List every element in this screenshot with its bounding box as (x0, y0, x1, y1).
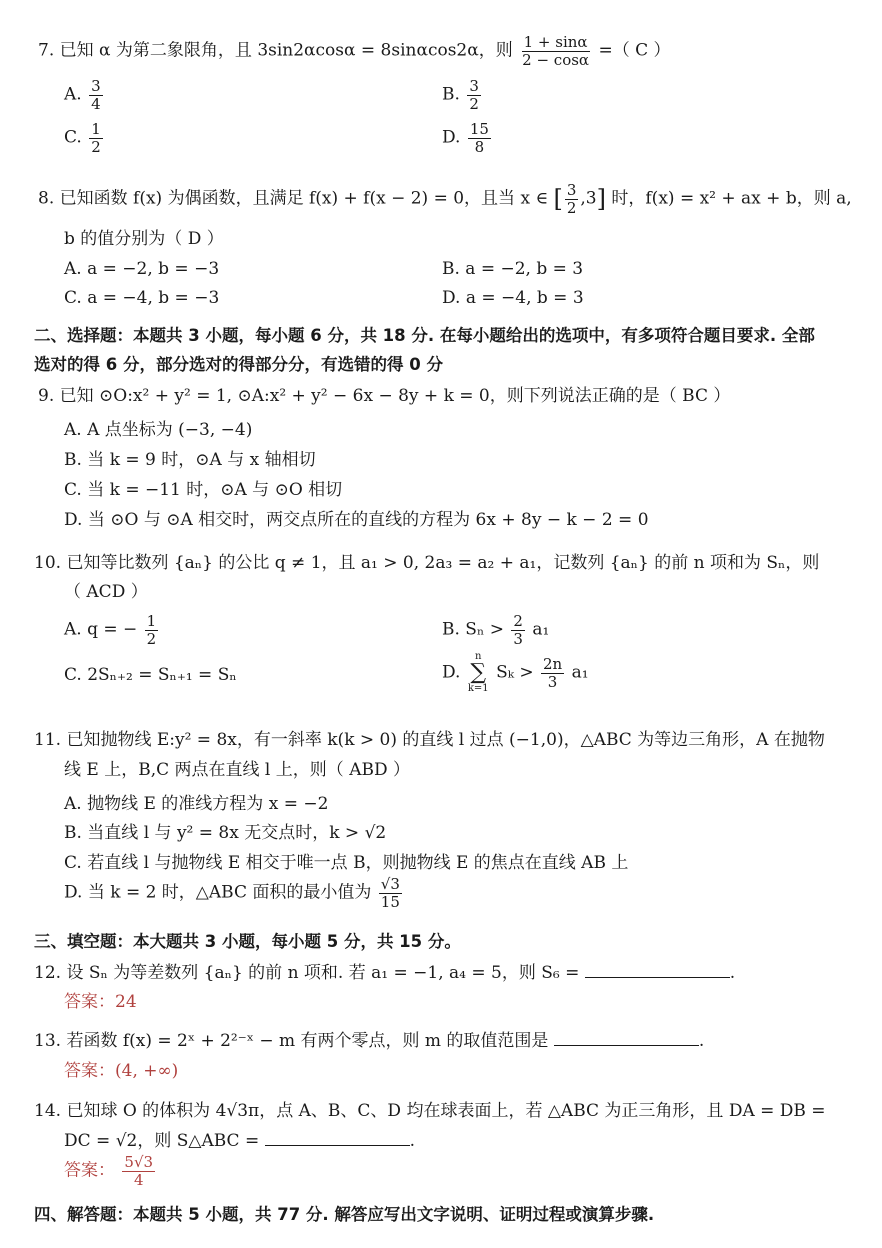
q11-answer: ABD (349, 760, 388, 780)
q14-line2: DC = √2，则 S△ABC = . (64, 1131, 416, 1151)
q11-line1: 11. 已知抛物线 E:y² = 8x，有一斜率 k(k > 0) 的直线 l 过点 (−1,0)，△ABC 为等边三角形，A 在抛物 (34, 730, 825, 750)
section2-heading-line1: 二、选择题：本题共 3 小题，每小题 6 分，共 18 分. 在每小题给出的选项中，有多项符合题目要求. 全部 (34, 326, 815, 345)
q7-option-a: A. $\frac{3}{4}$ (64, 77, 101, 113)
q7-option-c: C. $\frac{1}{2}$ (64, 120, 101, 156)
q8-option-c: C. a = −4, b = −3 (64, 288, 220, 308)
q10-line2: （ ACD ） (64, 582, 148, 602)
q9-option-d: D. 当 ⊙O 与 ⊙A 相交时，两交点所在的直线的方程为 6x + 8y − k − 2 = 0 (64, 510, 649, 530)
q11-option-c: C. 若直线 l 与抛物线 E 相交于唯一点 B，则抛物线 E 的焦点在直线 AB 上 (64, 853, 629, 873)
q8-answer: D (187, 229, 202, 249)
q7-option-d: D. $\frac{15}{8}$ (442, 120, 489, 156)
q11-option-d: D. 当 k = 2 时，△ABC 面积的最小值为 $\frac{√3}{15}$ (64, 875, 400, 911)
q9-option-b: B. 当 k = 9 时，⊙A 与 x 轴相切 (64, 450, 316, 470)
q14-blank (265, 1129, 410, 1146)
q7-stem: 7. 已知 α 为第二象限角，且 3sin2αcosα = 8sinαcos2α，则 $\frac{1 + \sin\alpha}{2 - \cos\alpha}$ =（ C ） (38, 33, 671, 69)
section2-heading-line2: 选对的得 6 分，部分选对的得部分分，有选错的得 0 分 (34, 355, 443, 374)
q11-line2: 线 E 上，B,C 两点在直线 l 上，则（ ABD ） (64, 760, 410, 780)
q7-answer: C (635, 40, 649, 61)
q11-option-b: B. 当直线 l 与 y² = 8x 无交点时，k > √2 (64, 823, 387, 843)
q9-stem: 9. 已知 ⊙O:x² + y² = 1, ⊙A:x² + y² − 6x − 8y + k = 0，则下列说法正确的是（ BC ） (38, 386, 731, 406)
q8-option-d: D. a = −4, b = 3 (442, 288, 584, 308)
q8-option-b: B. a = −2, b = 3 (442, 259, 584, 279)
q8-line2: b 的值分别为（ D ） (64, 229, 224, 249)
q9-option-c: C. 当 k = −11 时，⊙A 与 ⊙O 相切 (64, 480, 343, 500)
q12-blank (585, 961, 730, 978)
q7-stem-text: 7. 已知 α 为第二象限角，且 3sin2αcosα = 8sinαcos2α，则 (38, 40, 513, 61)
q12-stem: 12. 设 Sₙ 为等差数列 {aₙ} 的前 n 项和. 若 a₁ = −1, a₄ = 5，则 S₆ = . (34, 963, 736, 983)
section3-heading: 三、填空题：本大题共 3 小题，每小题 5 分，共 15 分。 (34, 932, 461, 951)
q9-option-a: A. A 点坐标为 (−3, −4) (64, 420, 253, 440)
q11-option-a: A. 抛物线 E 的准线方程为 x = −2 (64, 794, 329, 814)
q13-answer: 答案：(4, +∞) (64, 1061, 179, 1081)
q13-blank (554, 1029, 699, 1046)
q14-line1: 14. 已知球 O 的体积为 4√3π，点 A、B、C、D 均在球表面上，若 △ABC 为正三角形，且 DA = DB = (34, 1101, 826, 1121)
q10-option-a: A. q = − $\frac{1}{2}$ (64, 612, 157, 648)
section4-heading: 四、解答题：本题共 5 小题，共 77 分. 解答应写出文字说明、证明过程或演算步骤. (34, 1205, 655, 1224)
q10-line1: 10. 已知等比数列 {aₙ} 的公比 q ≠ 1，且 a₁ > 0, 2a₃ = a₂ + a₁，记数列 {aₙ} 的前 n 项和为 Sₙ，则 (34, 553, 820, 573)
q10-option-c: C. 2Sₙ₊₂ = Sₙ₊₁ = Sₙ (64, 665, 237, 685)
q12-answer: 答案：24 (64, 992, 137, 1012)
q14-answer: 答案： $\frac{5√3}{4}$ (64, 1153, 154, 1189)
q8-option-a: A. a = −2, b = −3 (64, 259, 220, 279)
q10-option-d: D. n ∑ k=1 Sₖ > $\frac{2n}{3}$ a₁ (442, 651, 589, 694)
q9-answer: BC (682, 386, 708, 406)
q10-option-b: B. Sₙ > $\frac{2}{3}$ a₁ (442, 612, 550, 648)
q13-stem: 13. 若函数 f(x) = 2ˣ + 2²⁻ˣ − m 有两个零点，则 m 的取值范围是 . (34, 1031, 705, 1051)
q10-answer: ACD (86, 582, 126, 602)
q8-line1: 8. 已知函数 f(x) 为偶函数，且满足 f(x) + f(x − 2) = 0，且当 x ∈ [ $\frac{3}{2}$ ,3] 时，f(x) = x² + ax + b，则 a, (38, 181, 852, 217)
q7-fraction: $\frac{1 + \sin\alpha}{2 - \cos\alpha}$ (522, 33, 590, 69)
q7-option-b: B. $\frac{3}{2}$ (442, 77, 479, 113)
